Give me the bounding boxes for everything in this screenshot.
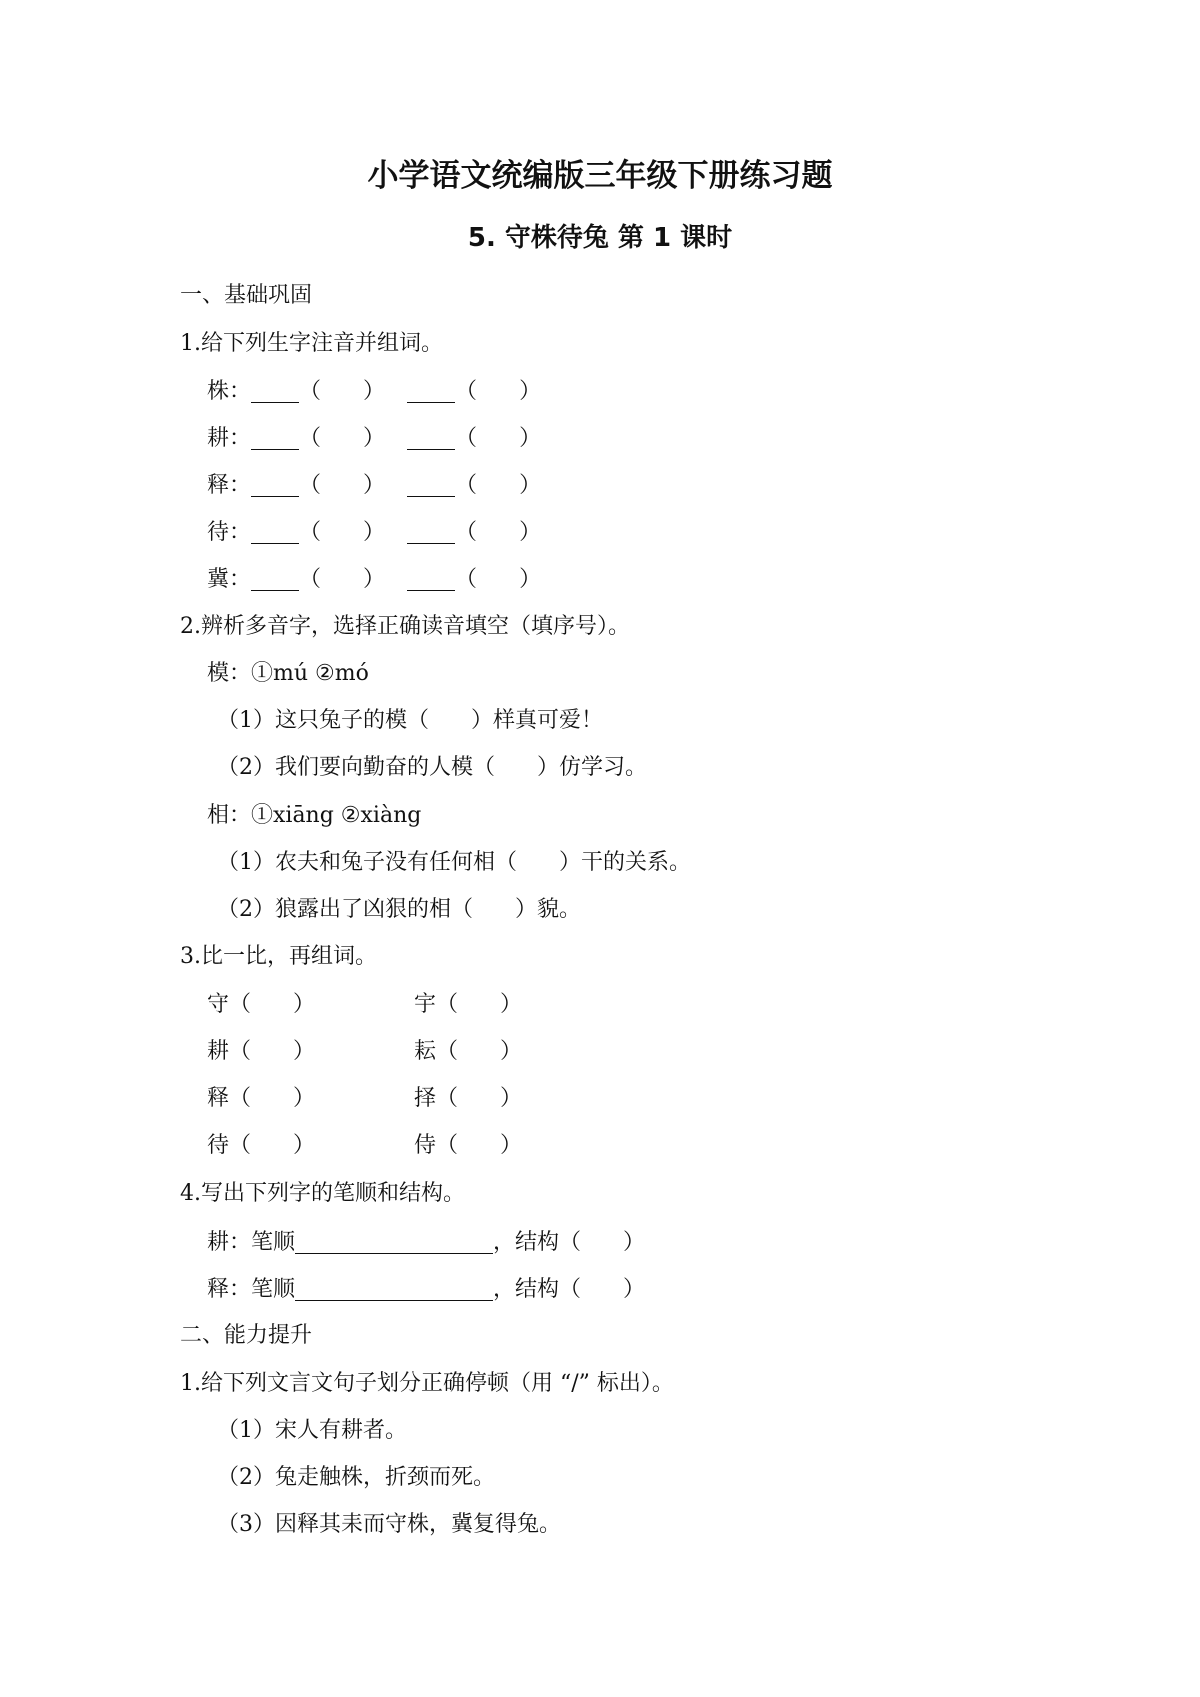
word-paren[interactable]: （ ） bbox=[299, 426, 386, 451]
char-label: 待： bbox=[207, 520, 252, 545]
compare-row: 释（ ） 择（ ） bbox=[207, 1086, 523, 1111]
question-2-prompt: 2.辨析多音字，选择正确读音填空（填序号）。 bbox=[180, 614, 630, 639]
classical-sentence: （1）宋人有耕者。 bbox=[217, 1418, 407, 1443]
section-heading-basic: 一、基础巩固 bbox=[180, 283, 313, 308]
pinyin-blank[interactable] bbox=[407, 521, 455, 544]
pinyin-blank[interactable] bbox=[251, 521, 299, 544]
char-label: 耕： bbox=[207, 426, 252, 451]
stroke-order-blank[interactable] bbox=[295, 1278, 493, 1301]
classical-sentence: （2）兔走触株，折颈而死。 bbox=[217, 1465, 495, 1490]
pinyin-blank[interactable] bbox=[251, 474, 299, 497]
stroke-order-blank[interactable] bbox=[295, 1231, 493, 1254]
compare-row: 守（ ） 宇（ ） bbox=[207, 992, 523, 1017]
pinyin-blank[interactable] bbox=[251, 427, 299, 450]
section2-question-1-prompt: 1.给下列文言文句子划分正确停顿（用 “/” 标出）。 bbox=[180, 1371, 674, 1396]
stroke-order-row: 释：笔顺 ，结构（ ） bbox=[207, 1277, 646, 1302]
word-paren[interactable]: （ ） bbox=[455, 473, 542, 498]
compare-row: 耕（ ） 耘（ ） bbox=[207, 1039, 523, 1064]
pinyin-row bbox=[207, 521, 541, 544]
word-paren[interactable]: （ ） bbox=[299, 567, 386, 592]
polyphone-sentence: （2）我们要向勤奋的人模（ ）仿学习。 bbox=[217, 755, 648, 780]
pinyin-row bbox=[207, 568, 541, 591]
pinyin-blank[interactable] bbox=[251, 568, 299, 591]
polyphone-label: 模：①mú ②mó bbox=[207, 661, 369, 686]
polyphone-sentence: （2）狼露出了凶狠的相（ ）貌。 bbox=[217, 897, 582, 922]
question-3-prompt: 3.比一比，再组词。 bbox=[180, 944, 377, 969]
char-label: 释： bbox=[207, 473, 252, 498]
question-4-prompt: 4.写出下列字的笔顺和结构。 bbox=[180, 1181, 465, 1206]
classical-sentence: （3）因释其耒而守株，冀复得兔。 bbox=[217, 1512, 561, 1537]
page-title: 小学语文统编版三年级下册练习题 bbox=[367, 158, 833, 194]
polyphone-sentence: （1）这只兔子的模（ ）样真可爱！ bbox=[217, 708, 604, 733]
stroke-order-row: 耕：笔顺 ，结构（ ） bbox=[207, 1230, 646, 1255]
compare-row: 待（ ） 侍（ ） bbox=[207, 1133, 523, 1158]
pinyin-blank[interactable] bbox=[407, 427, 455, 450]
pinyin-blank[interactable] bbox=[407, 568, 455, 591]
word-paren[interactable]: （ ） bbox=[455, 379, 542, 404]
pinyin-row bbox=[207, 380, 541, 403]
word-paren[interactable]: （ ） bbox=[299, 379, 386, 404]
char-label: 株： bbox=[207, 379, 252, 404]
pinyin-row bbox=[207, 474, 541, 497]
section-heading-advanced: 二、能力提升 bbox=[180, 1323, 313, 1348]
pinyin-blank[interactable] bbox=[251, 380, 299, 403]
polyphone-label: 相：①xiāng ②xiàng bbox=[207, 803, 422, 828]
word-paren[interactable]: （ ） bbox=[299, 520, 386, 545]
pinyin-blank[interactable] bbox=[407, 474, 455, 497]
char-label: 冀： bbox=[207, 567, 252, 592]
polyphone-sentence: （1）农夫和兔子没有任何相（ ）干的关系。 bbox=[217, 850, 692, 875]
lesson-subtitle: 5. 守株待兔 第 1 课时 bbox=[467, 223, 733, 253]
pinyin-row bbox=[207, 427, 541, 450]
question-1-prompt: 1.给下列生字注音并组词。 bbox=[180, 331, 443, 356]
word-paren[interactable]: （ ） bbox=[455, 520, 542, 545]
word-paren[interactable]: （ ） bbox=[299, 473, 386, 498]
word-paren[interactable]: （ ） bbox=[455, 426, 542, 451]
word-paren[interactable]: （ ） bbox=[455, 567, 542, 592]
pinyin-blank[interactable] bbox=[407, 380, 455, 403]
